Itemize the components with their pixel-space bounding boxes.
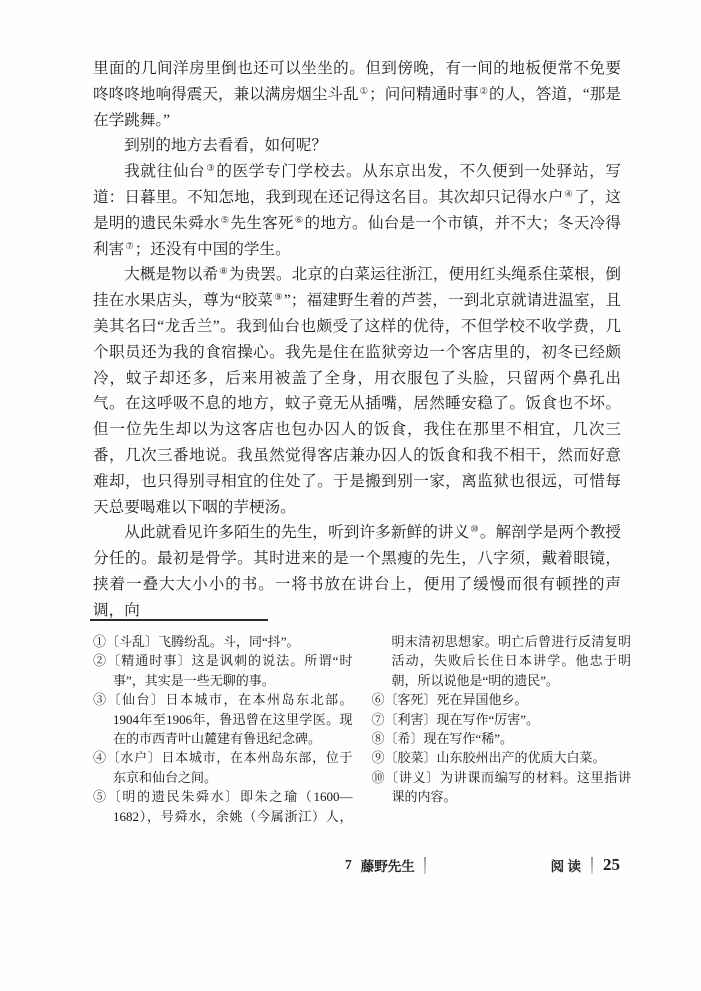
lesson-info [345,855,426,875]
footnote-item: ④〔水户〕日本城市，在本州岛东部，位于东京和仙台之间。 [93,750,353,785]
footnote-item: ⑧〔希〕现在写作“稀”。 [371,731,514,747]
page-number: 25 [603,855,620,874]
footnote-item: ③〔仙台〕日本城市，在本州岛东北部。1904年至1906年，鲁迅曾在这里学医。现在的市西青叶山麓建有鲁迅纪念碑。 [93,692,353,747]
footnote-ref: ③ [206,164,216,175]
paragraph: 里面的几间洋房里倒也还可以坐坐的。但到傍晚，有一间的地板便常不免要咚咚咚地响得震天，兼以满房烟尘斗乱①；问问精通时事②的人，答道，“那是在学跳舞。” [93,60,621,129]
page-footer [93,853,620,877]
footnote-ref: ⑩ [470,525,479,536]
footnote-item: ①〔斗乱〕飞腾纷乱。斗，同“抖”。 [93,634,300,649]
footer-divider [424,857,426,874]
main-text [93,56,621,624]
footnote-ref: ④ [564,189,574,200]
paragraph: 我就往仙台③的医学专门学校去。从东京出发，不久便到一处驿站，写道：日暮里。不知怎地，我到现在还记得这名目。其次却只记得水户④了，这是明的遗民朱舜水⑤先生客死⑥的地方。仙台是一个市镇，并不大；冬天冷得利害⑦；还没有中国的学生。 [93,163,621,258]
paragraph: 从此就看见许多陌生的先生，听到许多新鲜的讲义⑩。解剖学是两个教授分任的。最初是骨学。其时进来的是一个黑瘦的先生，八字须，戴着眼镜，挟着一叠大大小小的书。一将书放在讲台上，便用了缓慢而很有顿挫的声调，向 [93,524,621,619]
paragraph: 大概是物以希⑧为贵罢。北京的白菜运往浙江，便用红头绳系住菜根，倒挂在水果店头，尊为“胶菜⑨”；福建野生着的芦荟，一到北京就请进温室，且美其名曰“龙舌兰”。我到仙台也颇受了这样的优待，不但学校不收学费，几个职员还为我的食宿操心。我先是住在监狱旁边一个客店里的，初冬已经颇冷，蚊子却还多，后来用被盖了全身，用衣服包了头脸，只留两个鼻孔出气。在这呼吸不息的地方，蚊子竟无从插嘴，居然睡安稳了。饭食也不坏。但一位先生却以为这客店也包办囚人的饭食，我住在那里不相宜，几次三番，几次三番地说。我虽然觉得客店兼办囚人的饭食和我不相干，然而好意难却，也只得别寻相宜的住处了。于是搬到别一家，离监狱也很远，可惜每天总要喝难以下咽的芋梗汤。 [93,266,622,516]
footer-divider [591,857,593,874]
footnote-item: ⑦〔利害〕现在写作“厉害”。 [371,711,540,727]
footnote-ref: ⑥ [294,215,304,226]
footnote-ref: ⑧ [219,267,228,278]
footnote-item: ⑥〔客死〕死在异国他乡。 [371,692,528,708]
footnote-item: ⑨〔胶菜〕山东胶州出产的优质大白菜。 [371,750,606,766]
paragraph: 到别的地方去看看，如何呢？ [124,137,327,155]
footnote-item: ②〔精通时事〕这是讽刺的说法。所谓“时事”，其实是一些无聊的事。 [93,653,353,688]
footnote-ref: ② [479,86,489,97]
footnote-ref: ① [359,86,369,97]
lesson-title: 藤野先生 [360,859,415,874]
footnote-ref: ⑦ [125,241,134,252]
footnotes-section [93,632,631,829]
section-info [551,855,620,875]
section-label: 阅 读 [550,859,581,874]
lesson-number: 7 [345,857,352,872]
footnote-item: ⑤〔明的遗民朱舜水〕即朱之瑜（1600—1682），号舜水，余姚（今属浙江）人，明末清初思想家。明亡后曾进行反清复明活动，失败后长住日本讲学。他忠于明朝，所以说他是“明的遗民”。 [93,634,631,824]
footnote-ref: ⑨ [274,293,283,304]
footnote-ref: ⑤ [220,215,230,226]
footnote-item: ⑩〔讲义〕为讲课而编写的材料。这里指讲课的内容。 [371,769,631,805]
footnote-separator [90,619,268,621]
